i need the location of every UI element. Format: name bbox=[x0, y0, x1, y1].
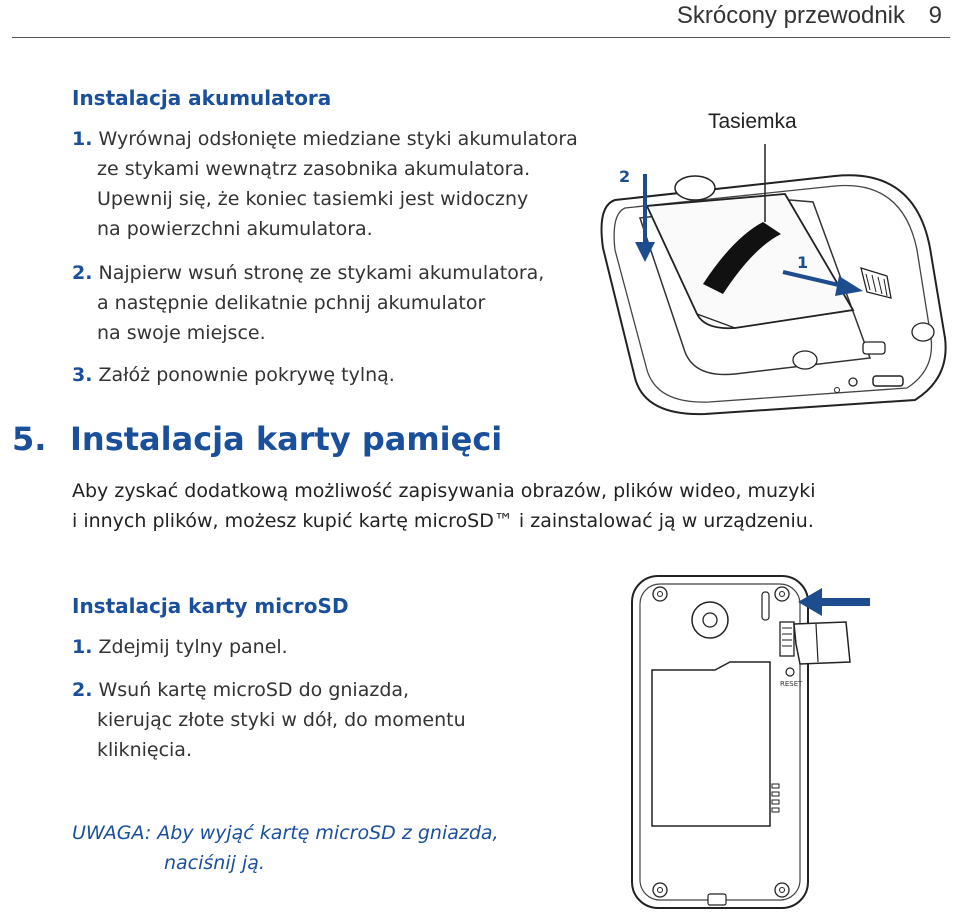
note-line: UWAGA: Aby wyjąć kartę microSD z gniazda, bbox=[72, 822, 499, 844]
step-number: 2. bbox=[72, 262, 93, 284]
microsd-note bbox=[72, 818, 499, 878]
note-line: naciśnij ją. bbox=[164, 852, 265, 874]
camera-lens bbox=[692, 602, 728, 638]
step-text-line: na swoje miejsce. bbox=[97, 322, 266, 344]
step-number: 1. bbox=[72, 128, 93, 150]
usb-port bbox=[873, 376, 903, 386]
tasiemka-label: Tasiemka bbox=[708, 110, 797, 133]
battery-illustration bbox=[585, 138, 960, 416]
intro-line: Aby zyskać dodatkową możliwość zapisywania obrazów, plików wideo, muzyki bbox=[72, 480, 816, 502]
step-number: 3. bbox=[72, 364, 93, 386]
running-header-title: Skrócony przewodnik bbox=[676, 2, 905, 29]
battery-compartment bbox=[652, 662, 770, 826]
step-text-line: Wyrównaj odsłonięte miedziane styki akumulatora bbox=[98, 128, 578, 150]
step-text-line: a następnie delikatnie pchnij akumulator bbox=[97, 292, 486, 314]
microsd-heading: Instalacja karty microSD bbox=[72, 594, 349, 618]
section-heading bbox=[12, 420, 502, 458]
step-text-line: kliknięcia. bbox=[97, 739, 192, 761]
page-number: 9 bbox=[928, 2, 942, 29]
section-number: 5. bbox=[12, 420, 47, 458]
step-text-line: Wsuń kartę microSD do gniazda, bbox=[98, 679, 410, 701]
intro-line: i innych plików, możesz kupić kartę microSD™ i zainstalować ją w urządzeniu. bbox=[72, 510, 814, 532]
phone-logo-mark bbox=[708, 894, 726, 905]
step-number: 1. bbox=[72, 636, 93, 658]
marker-1: 1 bbox=[797, 253, 809, 272]
section-title: Instalacja karty pamięci bbox=[70, 420, 503, 458]
phone-logo-mark bbox=[863, 342, 885, 354]
reset-label: RESET bbox=[780, 680, 803, 688]
header-rule bbox=[12, 37, 950, 38]
microsd-slot bbox=[780, 622, 794, 656]
step-number: 2. bbox=[72, 679, 93, 701]
marker-2: 2 bbox=[619, 167, 631, 186]
battery-heading: Instalacja akumulatora bbox=[72, 86, 332, 110]
battery-step-2 bbox=[72, 258, 544, 348]
screw bbox=[775, 587, 789, 601]
section-intro bbox=[72, 476, 952, 536]
reset-button bbox=[786, 668, 794, 676]
battery-step-3 bbox=[72, 360, 395, 390]
microsd-step-1 bbox=[72, 632, 288, 662]
screw bbox=[775, 883, 789, 897]
step-text-line: Upewnij się, że koniec tasiemki jest widoczny bbox=[97, 188, 529, 210]
step-text-line: kierując złote styki w dół, do momentu bbox=[97, 709, 466, 731]
step-text-line: na powierzchni akumulatora. bbox=[97, 218, 373, 240]
phone-button bbox=[793, 351, 817, 369]
battery-step-1 bbox=[72, 124, 578, 244]
screw bbox=[653, 587, 667, 601]
microsd-card bbox=[794, 622, 850, 664]
camera-lens bbox=[675, 176, 715, 200]
microsd-step-2 bbox=[72, 675, 466, 765]
microsd-illustration bbox=[620, 572, 882, 914]
flash-slot bbox=[762, 592, 769, 620]
step-text-line: ze stykami wewnątrz zasobnika akumulatora. bbox=[97, 158, 531, 180]
screw bbox=[653, 883, 667, 897]
step-text-line: Zdejmij tylny panel. bbox=[98, 636, 288, 658]
step-text-line: Załóż ponownie pokrywę tylną. bbox=[98, 364, 395, 386]
step-text-line: Najpierw wsuń stronę ze stykami akumulatora, bbox=[98, 262, 545, 284]
phone-button bbox=[912, 323, 934, 341]
